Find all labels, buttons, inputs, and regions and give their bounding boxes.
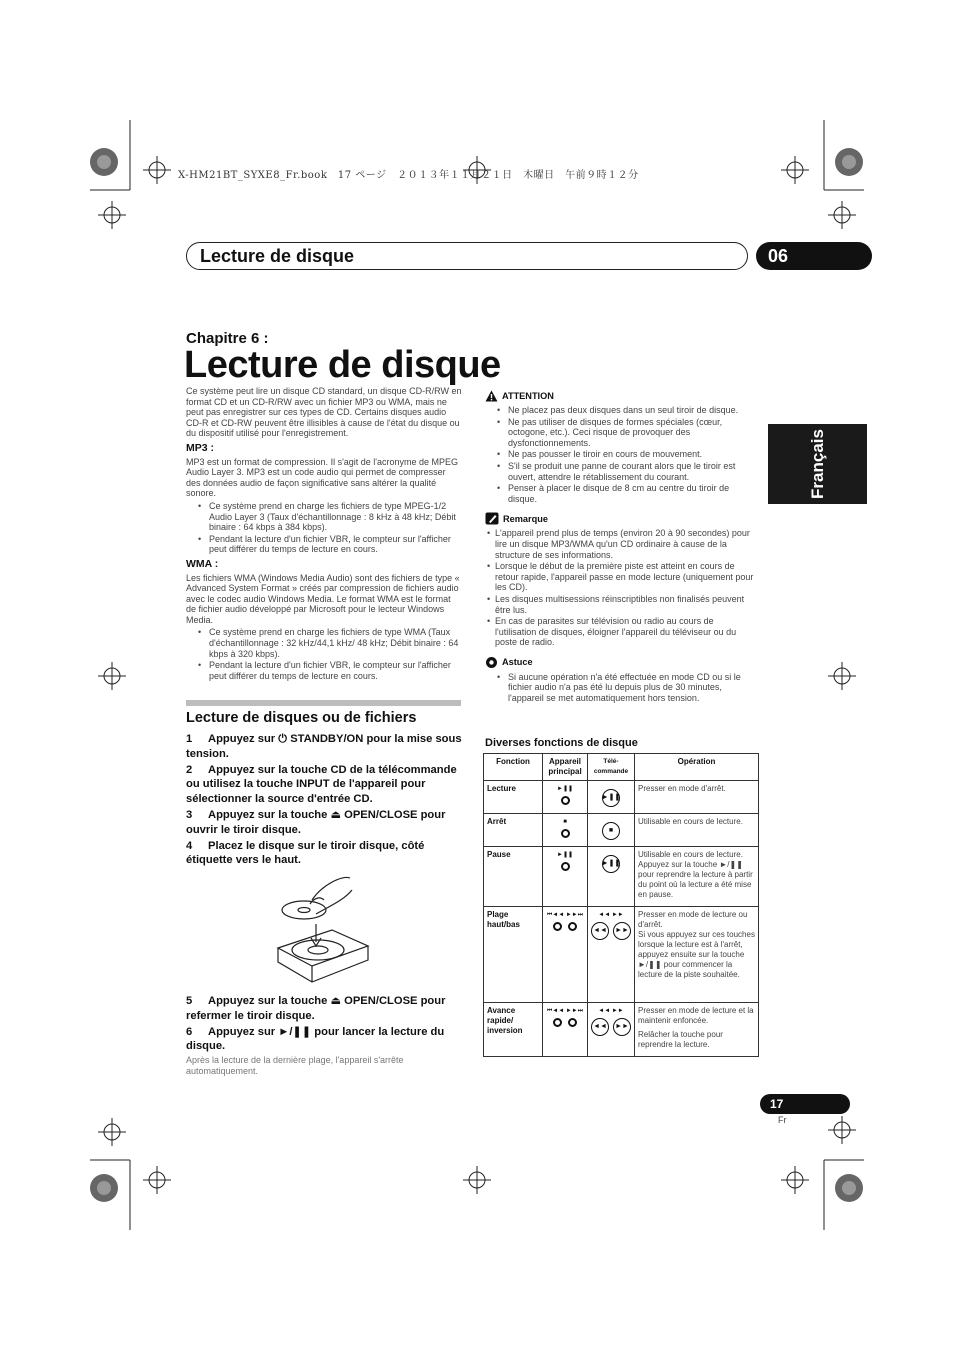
- main-unit-label: ►❚❚: [557, 786, 573, 792]
- astuce-list: [485, 672, 757, 704]
- play-pause-icon: ►❚❚: [602, 789, 620, 807]
- step-2: 2 Appuyez sur la touche CD de la télécommande ou utilisez la touche INPUT de l'appareil pour sélectionner la source d'entrée CD.: [186, 763, 457, 806]
- mp3-heading: MP3 :: [186, 441, 215, 454]
- row-operation: [635, 907, 759, 1003]
- left-column: [186, 386, 462, 682]
- step-1: 1 Appuyez sur ⏻ STANDBY/ON pour la mise sous tension.: [186, 733, 462, 760]
- list-item: • Ce système prend en charge les fichiers de type WMA (Taux d'échantillonnage : 32 kHz/44,1 kHz/ 48 kHz; Débit binaire : 64 kbps à 320 kbps).: [186, 627, 462, 659]
- operation-text: Relâcher la touche pour reprendre la lecture.: [638, 1030, 723, 1049]
- section-title: Lecture de disques ou de fichiers: [186, 710, 417, 726]
- table-row: [484, 847, 759, 907]
- rewind-icon: ◄◄: [591, 1018, 609, 1036]
- fast-forward-icon: ►►: [613, 1018, 631, 1036]
- attention-list: [485, 405, 757, 504]
- row-fonction: Plage haut/bas: [484, 907, 543, 1003]
- page-number: 17: [760, 1094, 850, 1114]
- list-item: • S'il se produit une panne de courant alors que le tiroir est ouvert, attendre le rétablissement du courant.: [485, 461, 757, 482]
- table-row: [484, 907, 759, 1003]
- remote-label: ◄◄ ►►: [598, 1008, 624, 1014]
- section-divider: [186, 700, 461, 706]
- remote-label: ◄◄ ►►: [598, 912, 624, 918]
- unit-button-icon: [553, 1018, 562, 1027]
- remote-cell: [588, 907, 635, 1003]
- wma-list: [186, 627, 462, 681]
- header-title: Lecture de disque: [200, 246, 355, 266]
- list-item: • Ce système prend en charge les fichiers de type MPEG-1/2 Audio Layer 3 (Taux d'échantillonnage : 8 kHz à 48 kHz; Débit binaire : 64 kbps à 384 kbps).: [186, 501, 462, 533]
- unit-button-icon: [568, 922, 577, 931]
- page-language: Fr: [778, 1115, 787, 1125]
- list-item: • Ne pas pousser le tiroir en cours de mouvement.: [485, 449, 757, 460]
- main-unit-cell: [543, 847, 588, 907]
- previous-icon: ◄◄: [591, 922, 609, 940]
- page-title: Lecture de disque: [184, 344, 501, 386]
- unit-button-icon: [561, 796, 570, 805]
- table-row: [484, 814, 759, 847]
- row-operation: [635, 1003, 759, 1057]
- main-unit-cell: [543, 1003, 588, 1057]
- main-unit-label: ⏮◄◄ ►►⏭: [546, 912, 584, 918]
- list-item: • Ne pas utiliser de disques de formes spéciales (cœur, octogone, etc.). Ceci risque de provoquer des dysfonctionnements.: [485, 417, 757, 449]
- remote-cell: [588, 781, 635, 814]
- operation-text: Presser en mode de lecture et la maintenir enfoncée.: [638, 1006, 754, 1025]
- list-item: • Ne placez pas deux disques dans un seul tiroir de disque.: [485, 405, 757, 416]
- list-item: • Si aucune opération n'a été effectuée en mode CD ou si le fichier audio n'a pas été lu depuis plus de 30 minutes, l'appareil se met automatiquement hors tension.: [485, 672, 757, 704]
- intro-text: Ce système peut lire un disque CD standard, un disque CD-R/RW en format CD et un CD-R/RW avec un fichier MP3 ou WMA, mais ne peut pas enregistrer sur ces types de CD. Certains disques audio CD-R et CD-RW peuvent être illisibles à cause de l'état du disque ou du dispositif utilisé pour l'enregistrement.: [186, 386, 462, 439]
- warning-icon: [485, 390, 498, 402]
- chapter-label: Chapitre 6 :: [186, 330, 269, 347]
- note-icon: [485, 512, 499, 525]
- disc-functions-table: [483, 753, 759, 1057]
- stop-icon: ■: [602, 822, 620, 840]
- mp3-list: [186, 501, 462, 555]
- language-tab: [768, 424, 867, 504]
- row-fonction: Pause: [484, 847, 543, 907]
- unit-button-icon: [553, 922, 562, 931]
- remote-cell: [588, 847, 635, 907]
- main-unit-label: ►❚❚: [557, 852, 573, 858]
- language-tab-label: Français: [807, 429, 827, 499]
- right-column: [485, 390, 757, 705]
- col-appareil: Appareil principal: [543, 754, 588, 781]
- step-3: 3 Appuyez sur la touche ⏏ OPEN/CLOSE pour ouvrir le tiroir disque.: [186, 808, 446, 836]
- astuce-heading: Astuce: [485, 656, 757, 669]
- wma-text: Les fichiers WMA (Windows Media Audio) sont des fichiers de type « Advanced System Format » créés par compression de fichiers audio avec le codec audio Windows Media. Le format WMA est le format de fichier audio développé par Microsoft pour le lecteur Windows Media.: [186, 572, 460, 625]
- step-6-note: Après la lecture de la dernière plage, l'appareil s'arrête automatiquement.: [186, 1055, 404, 1076]
- list-item: • Lorsque le début de la première piste est atteint en cours de retour rapide, l'appareil passe en mode lecture (uniquement pour les CD).: [485, 561, 757, 593]
- step-4: 4 Placez le disque sur le tiroir disque, côté étiquette vers le haut.: [186, 839, 425, 867]
- row-operation: Presser en mode d'arrêt.: [635, 781, 759, 814]
- col-telecommande: Télé-commande: [588, 754, 635, 781]
- main-unit-cell: [543, 814, 588, 847]
- remote-cell: [588, 1003, 635, 1057]
- attention-heading: ATTENTION: [485, 390, 757, 402]
- main-unit-cell: [543, 781, 588, 814]
- disc-tray-illustration: [272, 870, 372, 990]
- tip-icon: [485, 656, 498, 669]
- remote-cell: [588, 814, 635, 847]
- table-row: [484, 781, 759, 814]
- table-title: Diverses fonctions de disque: [485, 737, 638, 749]
- operation-text: Si vous appuyez sur ces touches lorsque la lecture est à l'arrêt, appuyez ensuite sur la touche ►/❚❚ pour commencer la lecture de la piste souhaitée.: [638, 930, 755, 979]
- unit-button-icon: [568, 1018, 577, 1027]
- list-item: • Penser à placer le disque de 8 cm au centre du tiroir de disque.: [485, 483, 757, 504]
- unit-button-icon: [561, 829, 570, 838]
- step-6: 6 Appuyez sur ►/❚❚ pour lancer la lecture du disque.: [186, 1025, 445, 1053]
- col-operation: Opération: [635, 754, 759, 781]
- row-operation: Utilisable en cours de lecture. Appuyez sur la touche ►/❚❚ pour reprendre la lecture à partir du point où la lecture a été mise en pause.: [635, 847, 759, 907]
- main-unit-label: ⏮◄◄ ►►⏭: [546, 1008, 584, 1014]
- list-item: • Pendant la lecture d'un fichier VBR, le compteur sur l'afficher peut différer du temps de lecture en cours.: [186, 660, 462, 681]
- list-item: • Les disques multisessions réinscriptibles non finalisés peuvent être lus.: [485, 594, 757, 615]
- list-item: • En cas de parasites sur télévision ou radio au cours de l'utilisation de disques, éloigner l'appareil du téléviseur ou du poste de radio.: [485, 616, 757, 648]
- row-operation: Utilisable en cours de lecture.: [635, 814, 759, 847]
- row-fonction: Avance rapide/ inversion: [484, 1003, 543, 1057]
- chapter-number-badge: 06: [756, 242, 872, 270]
- steps-list-continued: [186, 994, 464, 1076]
- play-pause-icon: ►❚❚: [602, 855, 620, 873]
- step-5: 5 Appuyez sur la touche ⏏ OPEN/CLOSE pour refermer le tiroir disque.: [186, 995, 446, 1022]
- operation-text: Presser en mode de lecture ou d'arrêt.: [638, 910, 748, 929]
- list-item: • Pendant la lecture d'un fichier VBR, le compteur sur l'afficher peut différer du temps de lecture en cours.: [186, 534, 462, 555]
- list-item: • L'appareil prend plus de temps (environ 20 à 90 secondes) pour lire un disque MP3/WMA qu'un CD ordinaire à cause de la structure de ses informations.: [485, 528, 757, 560]
- col-fonction: Fonction: [484, 754, 543, 781]
- main-unit-label: ■: [563, 819, 567, 825]
- table-header-row: [484, 754, 759, 781]
- main-unit-cell: [543, 907, 588, 1003]
- remarque-heading: Remarque: [485, 512, 757, 525]
- unit-button-icon: [561, 862, 570, 871]
- mp3-text: MP3 est un format de compression. Il s'agit de l'acronyme de MPEG Audio Layer 3. MP3 est un code audio qui permet de compresser des données audio de façon significative sans altérer la qualité sonore.: [186, 456, 459, 499]
- table-row: [484, 1003, 759, 1057]
- row-fonction: Arrêt: [484, 814, 543, 847]
- remarque-list: [485, 528, 757, 648]
- next-icon: ►►: [613, 922, 631, 940]
- steps-list: [186, 732, 464, 869]
- wma-heading: WMA :: [186, 557, 219, 570]
- print-header: X-HM21BT_SYXE8_Fr.book 17 ページ ２０１３年１１月２１日 木曜日 午前９時１２分: [178, 170, 639, 181]
- row-fonction: Lecture: [484, 781, 543, 814]
